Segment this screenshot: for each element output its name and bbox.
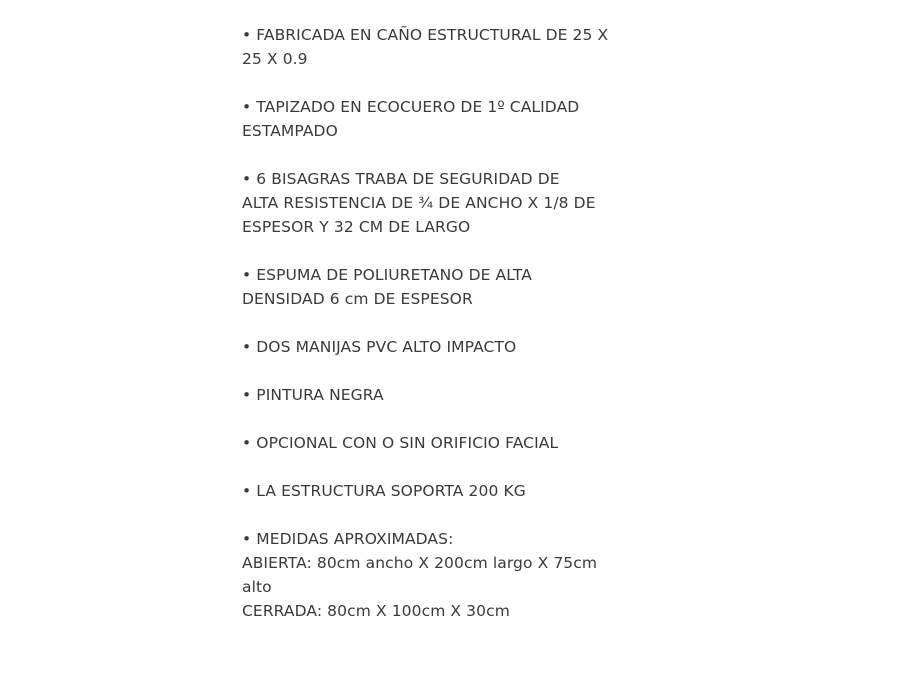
feature-item-handles	[242, 335, 662, 359]
feature-line: • ESPUMA DE POLIURETANO DE ALTA	[242, 266, 532, 284]
feature-line: ESTAMPADO	[242, 122, 338, 140]
feature-item-hinges	[242, 167, 662, 239]
feature-item-face-hole	[242, 431, 662, 455]
feature-line: • PINTURA NEGRA	[242, 386, 384, 404]
feature-list	[242, 23, 662, 647]
feature-item-load-capacity	[242, 479, 662, 503]
feature-line: alto	[242, 578, 272, 596]
feature-line: • 6 BISAGRAS TRABA DE SEGURIDAD DE	[242, 170, 560, 188]
feature-line: • LA ESTRUCTURA SOPORTA 200 KG	[242, 482, 526, 500]
feature-line: CERRADA: 80cm X 100cm X 30cm	[242, 602, 510, 620]
feature-line: ABIERTA: 80cm ancho X 200cm largo X 75cm	[242, 554, 598, 572]
feature-line: DENSIDAD 6 cm DE ESPESOR	[242, 290, 473, 308]
feature-line: • MEDIDAS APROXIMADAS:	[242, 530, 454, 548]
feature-line: • OPCIONAL CON O SIN ORIFICIO FACIAL	[242, 434, 559, 452]
feature-item-upholstery	[242, 95, 662, 143]
feature-item-dimensions	[242, 527, 662, 623]
feature-item-paint	[242, 383, 662, 407]
feature-line: 25 X 0.9	[242, 50, 308, 68]
feature-line: ALTA RESISTENCIA DE ¾ DE ANCHO X 1/8 DE	[242, 194, 596, 212]
feature-line: • TAPIZADO EN ECOCUERO DE 1º CALIDAD	[242, 98, 580, 116]
feature-item-structure	[242, 23, 662, 71]
feature-line: • FABRICADA EN CAÑO ESTRUCTURAL DE 25 X	[242, 26, 609, 44]
feature-item-foam	[242, 263, 662, 311]
feature-line: • DOS MANIJAS PVC ALTO IMPACTO	[242, 338, 517, 356]
feature-line: ESPESOR Y 32 CM DE LARGO	[242, 218, 471, 236]
